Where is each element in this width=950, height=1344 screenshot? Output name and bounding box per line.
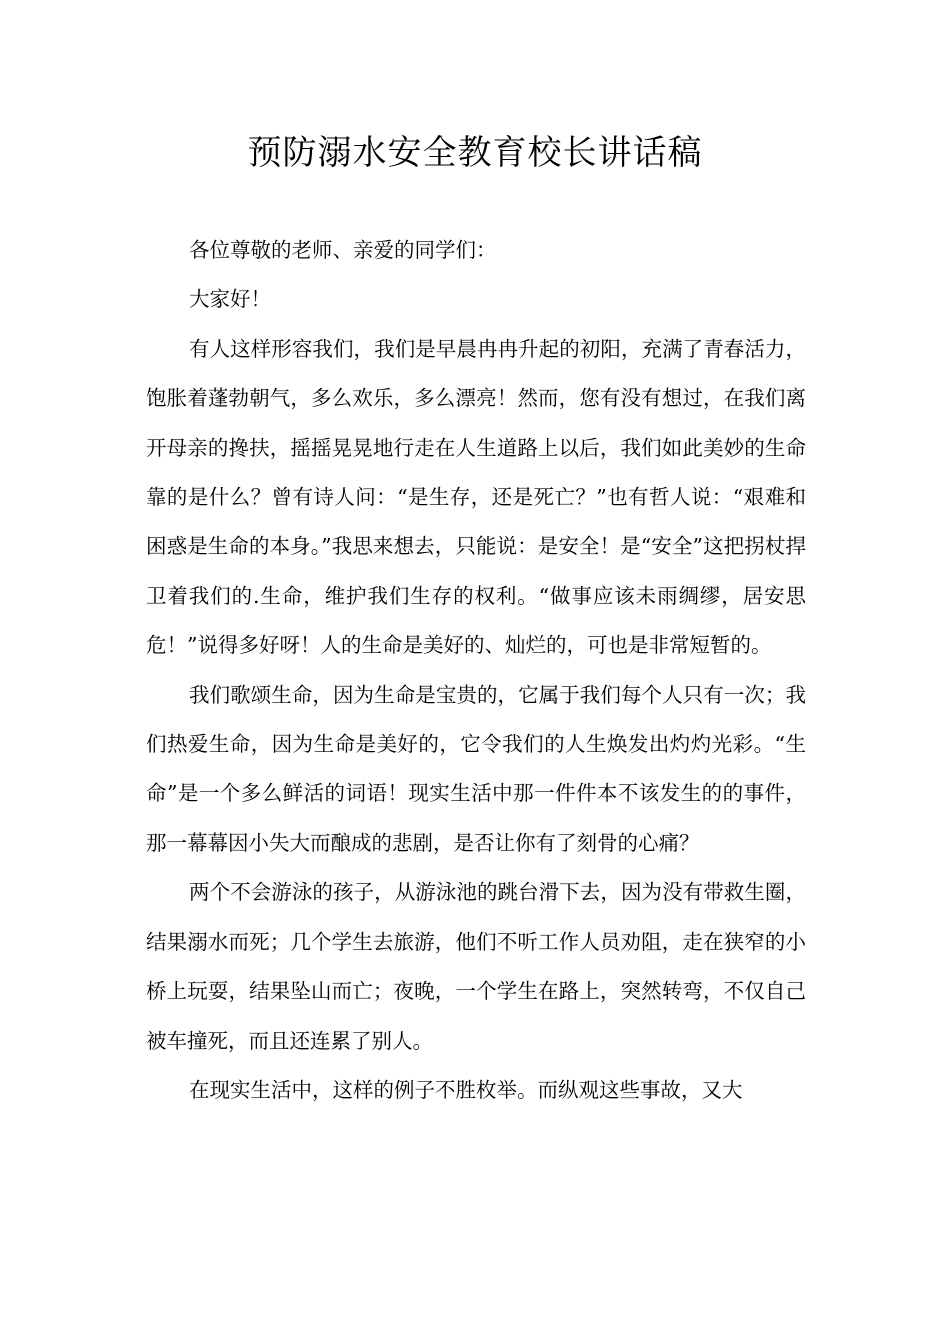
salutation: 各位尊敬的老师、亲爱的同学们： xyxy=(189,238,497,262)
body-paragraph: 两个不会游泳的孩子，从游泳池的跳台滑下去，因为没有带救生圈，结果溺水而死；几个学生去旅游，他们不听工作人员劝阻，走在狭窄的小桥上玩耍，结果坠山而亡；夜晚，一个学生在路上，突然转弯，不仅自己被车撞死，而且还连累了别人。 xyxy=(146,880,806,1053)
document-title: 预防溺水安全教育校长讲话稿 xyxy=(247,133,703,173)
body-paragraph: 我们歌颂生命，因为生命是宝贵的，它属于我们每个人只有一次；我们热爱生命，因为生命是美好的，它令我们的人生焕发出灼灼光彩。“生命”是一个多么鲜活的词语！现实生活中那一件件本不该发生的的事件，那一幕幕因小失大而酿成的悲剧，是否让你有了刻骨的心痛？ xyxy=(146,682,806,855)
body-paragraph: 在现实生活中，这样的例子不胜枚举。而纵观这些事故，又大 xyxy=(189,1077,743,1102)
body-paragraph: 有人这样形容我们，我们是早晨冉冉升起的初阳，充满了青春活力，饱胀着蓬勃朝气，多么欢乐，多么漂亮！然而，您有没有想过，在我们离开母亲的搀扶，摇摇晃晃地行走在人生道路上以后，我们如此美妙的生命靠的是什么？曾有诗人问：“是生存，还是死亡？”也有哲人说：“艰难和困惑是生命的本身。”我思来想去，只能说：是安全！是“安全”这把拐杖捍卫着我们的.生命，维护我们生存的权利。“做事应该未雨绸缪，居安思危！”说得多好呀！人的生命是美好的、灿烂的，可也是非常短暂的。 xyxy=(146,336,806,658)
document-body xyxy=(146,226,806,1115)
greeting: 大家好！ xyxy=(189,287,271,312)
